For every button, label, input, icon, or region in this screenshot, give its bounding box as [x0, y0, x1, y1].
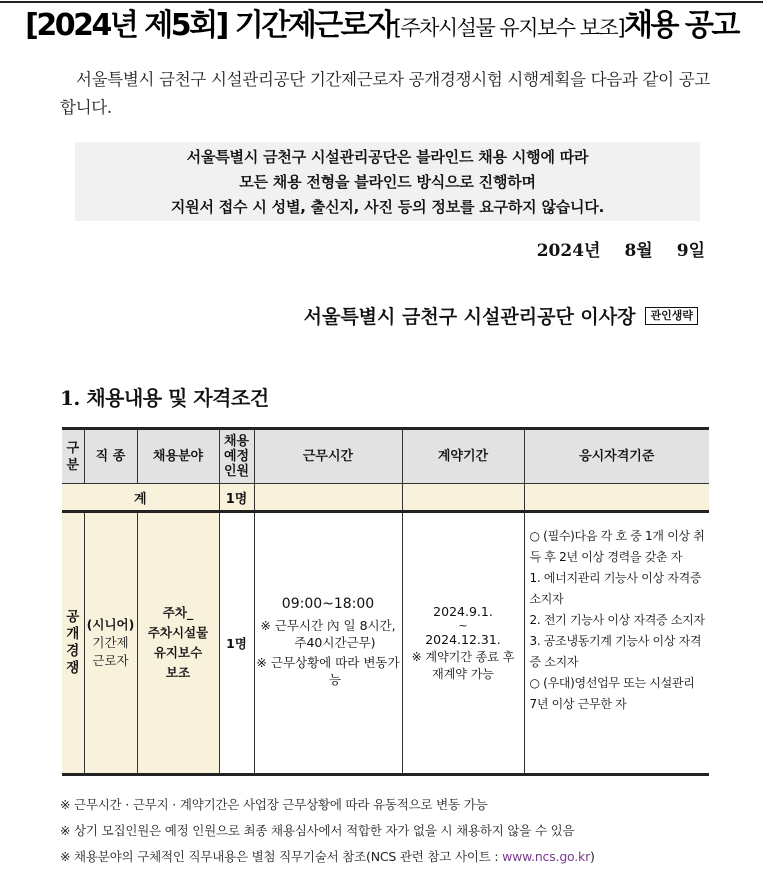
table-header-row — [62, 429, 709, 484]
row-contract-period: 2024.9.1. ~ 2024.12.31. ※ 계약기간 종료 후 재계약 가능 — [402, 512, 524, 775]
total-empty — [402, 484, 524, 512]
date-day: 9일 — [676, 241, 705, 261]
footnotes — [60, 792, 595, 870]
footnote-item: ※ 상기 모집인원은 예정 인원으로 최종 채용심사에서 적합한 자가 없을 시 채용하지 않을 수 있음 — [60, 823, 575, 838]
intro-paragraph — [60, 66, 710, 122]
header-contract-period: 계약기간 — [402, 429, 524, 484]
title-suffix: 채용 공고 — [624, 8, 738, 43]
total-label: 계 — [62, 484, 219, 512]
total-empty — [524, 484, 709, 512]
header-category: 구분 — [62, 429, 84, 484]
row-field: 주차_ 주차시설물 유지보수 보조 — [137, 512, 219, 775]
title-main: [2024년 제5회] 기간제근로자 — [25, 8, 394, 43]
notice-line: 지원서 접수 시 성별, 출신지, 사진 등의 정보를 요구하지 않습니다. — [170, 198, 605, 216]
notice-line: 서울특별시 금천구 시설관리공단은 블라인드 채용 시행에 따라 — [186, 148, 589, 166]
footnote-item: ※ 채용분야의 구체적인 직무내용은 별첨 직무기술서 참조(NCS 관련 참고 사이트 : www.ncs.go.kr) — [60, 849, 595, 864]
header-job-type: 직 종 — [84, 429, 137, 484]
total-count: 1명 — [219, 484, 254, 512]
section-title: 1. 채용내용 및 자격조건 — [60, 386, 269, 410]
header-planned-count: 채용예정인원 — [219, 429, 254, 484]
announcement-date — [537, 236, 705, 261]
date-month: 8월 — [624, 241, 653, 261]
table-total-row — [62, 484, 709, 512]
top-rule — [0, 1, 763, 3]
page-title — [0, 8, 763, 46]
recruitment-table — [62, 427, 709, 776]
table-row — [62, 512, 709, 775]
row-count: 1명 — [219, 512, 254, 775]
title-field: [주차시설물 유지보수 보조] — [393, 16, 625, 40]
row-category: 공개경쟁 — [62, 512, 84, 775]
blind-recruitment-notice — [75, 142, 700, 221]
header-qualifications: 응시자격기준 — [524, 429, 709, 484]
intro-text: 서울특별시 금천구 시설관리공단 기간제근로자 공개경쟁시험 시행계획을 다음과 같이 공고합니다. — [60, 70, 710, 117]
row-job-type: (시니어) 기간제 근로자 — [84, 512, 137, 775]
issuer-name: 서울특별시 금천구 시설관리공단 이사장 — [303, 306, 636, 328]
date-year: 2024년 — [536, 241, 601, 261]
header-field: 채용분야 — [137, 429, 219, 484]
row-qualifications: ○ (필수)다음 각 호 중 1개 이상 취득 후 2년 이상 경력을 갖춘 자 1. 에너지관리 기능사 이상 자격증 소지자 2. 전기 기능사 이상 자격증 소지자 3. 공조냉동기계 기능사 이상 자격증 소지자 ○ (우대)영선업무 또는 시설관리 7년 이상 근무한 자 — [524, 512, 709, 775]
header-work-hours: 근무시간 — [254, 429, 402, 484]
ncs-site-link[interactable]: www.ncs.go.kr — [502, 849, 591, 864]
footnote-item: ※ 근무시간 · 근무지 · 계약기간은 사업장 근무상황에 따라 유동적으로 변동 가능 — [60, 797, 488, 812]
row-work-hours: 09:00~18:00 ※ 근무시간 內 일 8시간, 주40시간근무) ※ 근무상황에 따라 변동가능 — [254, 512, 402, 775]
total-empty — [254, 484, 402, 512]
notice-line: 모든 채용 전형을 블라인드 방식으로 진행하며 — [239, 173, 536, 191]
issuer-signature — [304, 302, 698, 329]
seal-omitted-stamp: 관인생략 — [645, 307, 698, 325]
